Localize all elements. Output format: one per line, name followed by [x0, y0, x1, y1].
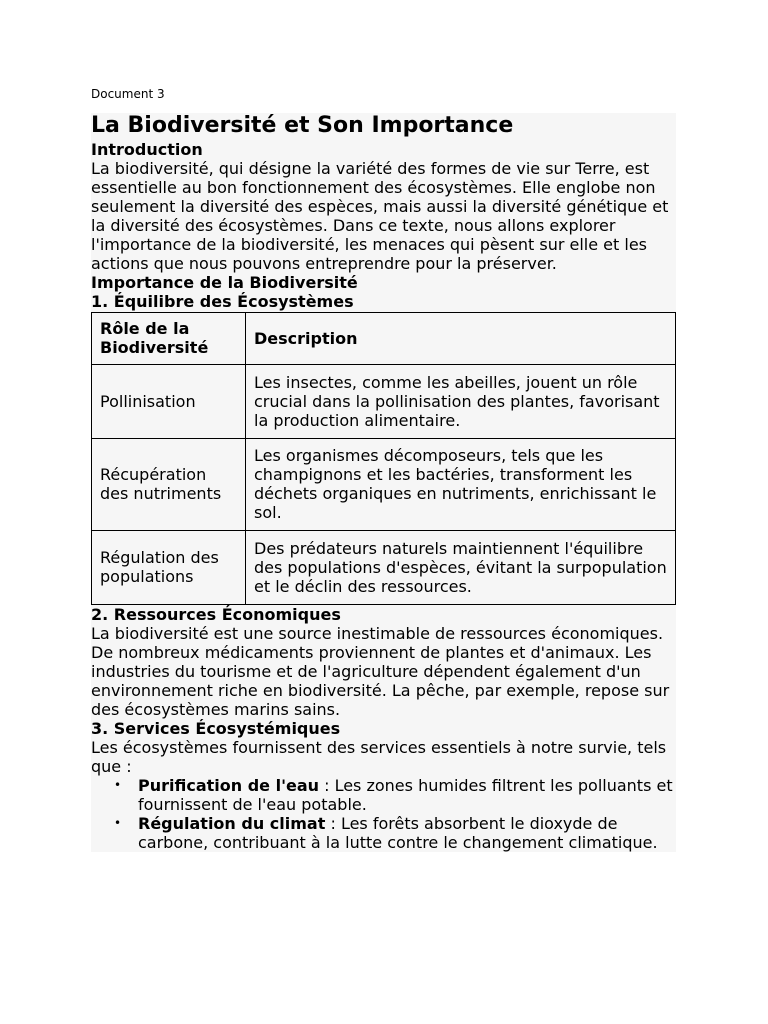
table-cell-role: Pollinisation: [92, 365, 246, 439]
intro-heading: Introduction: [91, 140, 203, 159]
table-header-role: Rôle de la Biodiversité: [92, 313, 246, 365]
table-cell-description: Des prédateurs naturels maintiennent l'équilibre des populations d'espèces, évitant la surpopulation et le déclin des ressources.: [246, 531, 676, 605]
table-cell-role: Récupération des nutriments: [92, 439, 246, 531]
intro-paragraph: La biodiversité, qui désigne la variété des formes de vie sur Terre, est essentielle au bon fonctionnement des écosystèmes. Elle englobe non seulement la diversité des espèces, mais aussi la diversité génétique et la diversité des écosystèmes. Dans ce texte, nous allons explorer l'importance de la biodiversité, les menaces qui pèsent sur elle et les actions que nous pouvons entreprendre pour la préserver.: [91, 159, 669, 273]
list-item: [114, 776, 676, 814]
table-cell-description: Les organismes décomposeurs, tels que les champignons et les bactéries, transforment les déchets organiques en nutriments, enrichissant le sol.: [246, 439, 676, 531]
services-list: [91, 776, 676, 852]
page-title: La Biodiversité et Son Importance: [91, 113, 514, 138]
list-item: [114, 814, 676, 852]
list-item-text: : Les zones humides filtrent les polluants et fournissent de l'eau potable.: [138, 776, 673, 814]
bullet-icon: •: [114, 816, 122, 830]
list-item-term: Purification de l'eau: [138, 776, 320, 795]
list-item-text: : Les forêts absorbent le dioxyde de carbone, contribuant à la lutte contre le changement climatique.: [138, 814, 658, 852]
roles-table: [91, 312, 676, 605]
list-item-term: Régulation du climat: [138, 814, 326, 833]
table-cell-description: Les insectes, comme les abeilles, jouent un rôle crucial dans la pollinisation des plantes, favorisant la production alimentaire.: [246, 365, 676, 439]
section3-heading: 3. Services Écosystémiques: [91, 719, 341, 738]
table-cell-role: Régulation des populations: [92, 531, 246, 605]
document-body: [91, 113, 676, 852]
section2-heading: 2. Ressources Économiques: [91, 605, 341, 624]
section3-paragraph: Les écosystèmes fournissent des services essentiels à notre survie, tels que :: [91, 738, 667, 776]
table-row: [92, 365, 676, 439]
document-label: Document 3: [91, 87, 165, 101]
table-header-description: Description: [246, 313, 676, 365]
table-row: [92, 439, 676, 531]
importance-heading: Importance de la Biodiversité: [91, 273, 358, 292]
bullet-icon: •: [114, 778, 122, 792]
section1-heading: 1. Équilibre des Écosystèmes: [91, 292, 354, 311]
table-row: [92, 531, 676, 605]
section2-paragraph: La biodiversité est une source inestimable de ressources économiques. De nombreux médicaments proviennent de plantes et d'animaux. Les industries du tourisme et de l'agriculture dépendent également d'un environnement riche en biodiversité. La pêche, par exemple, repose sur des écosystèmes marins sains.: [91, 624, 670, 719]
table-header-row: [92, 313, 676, 365]
